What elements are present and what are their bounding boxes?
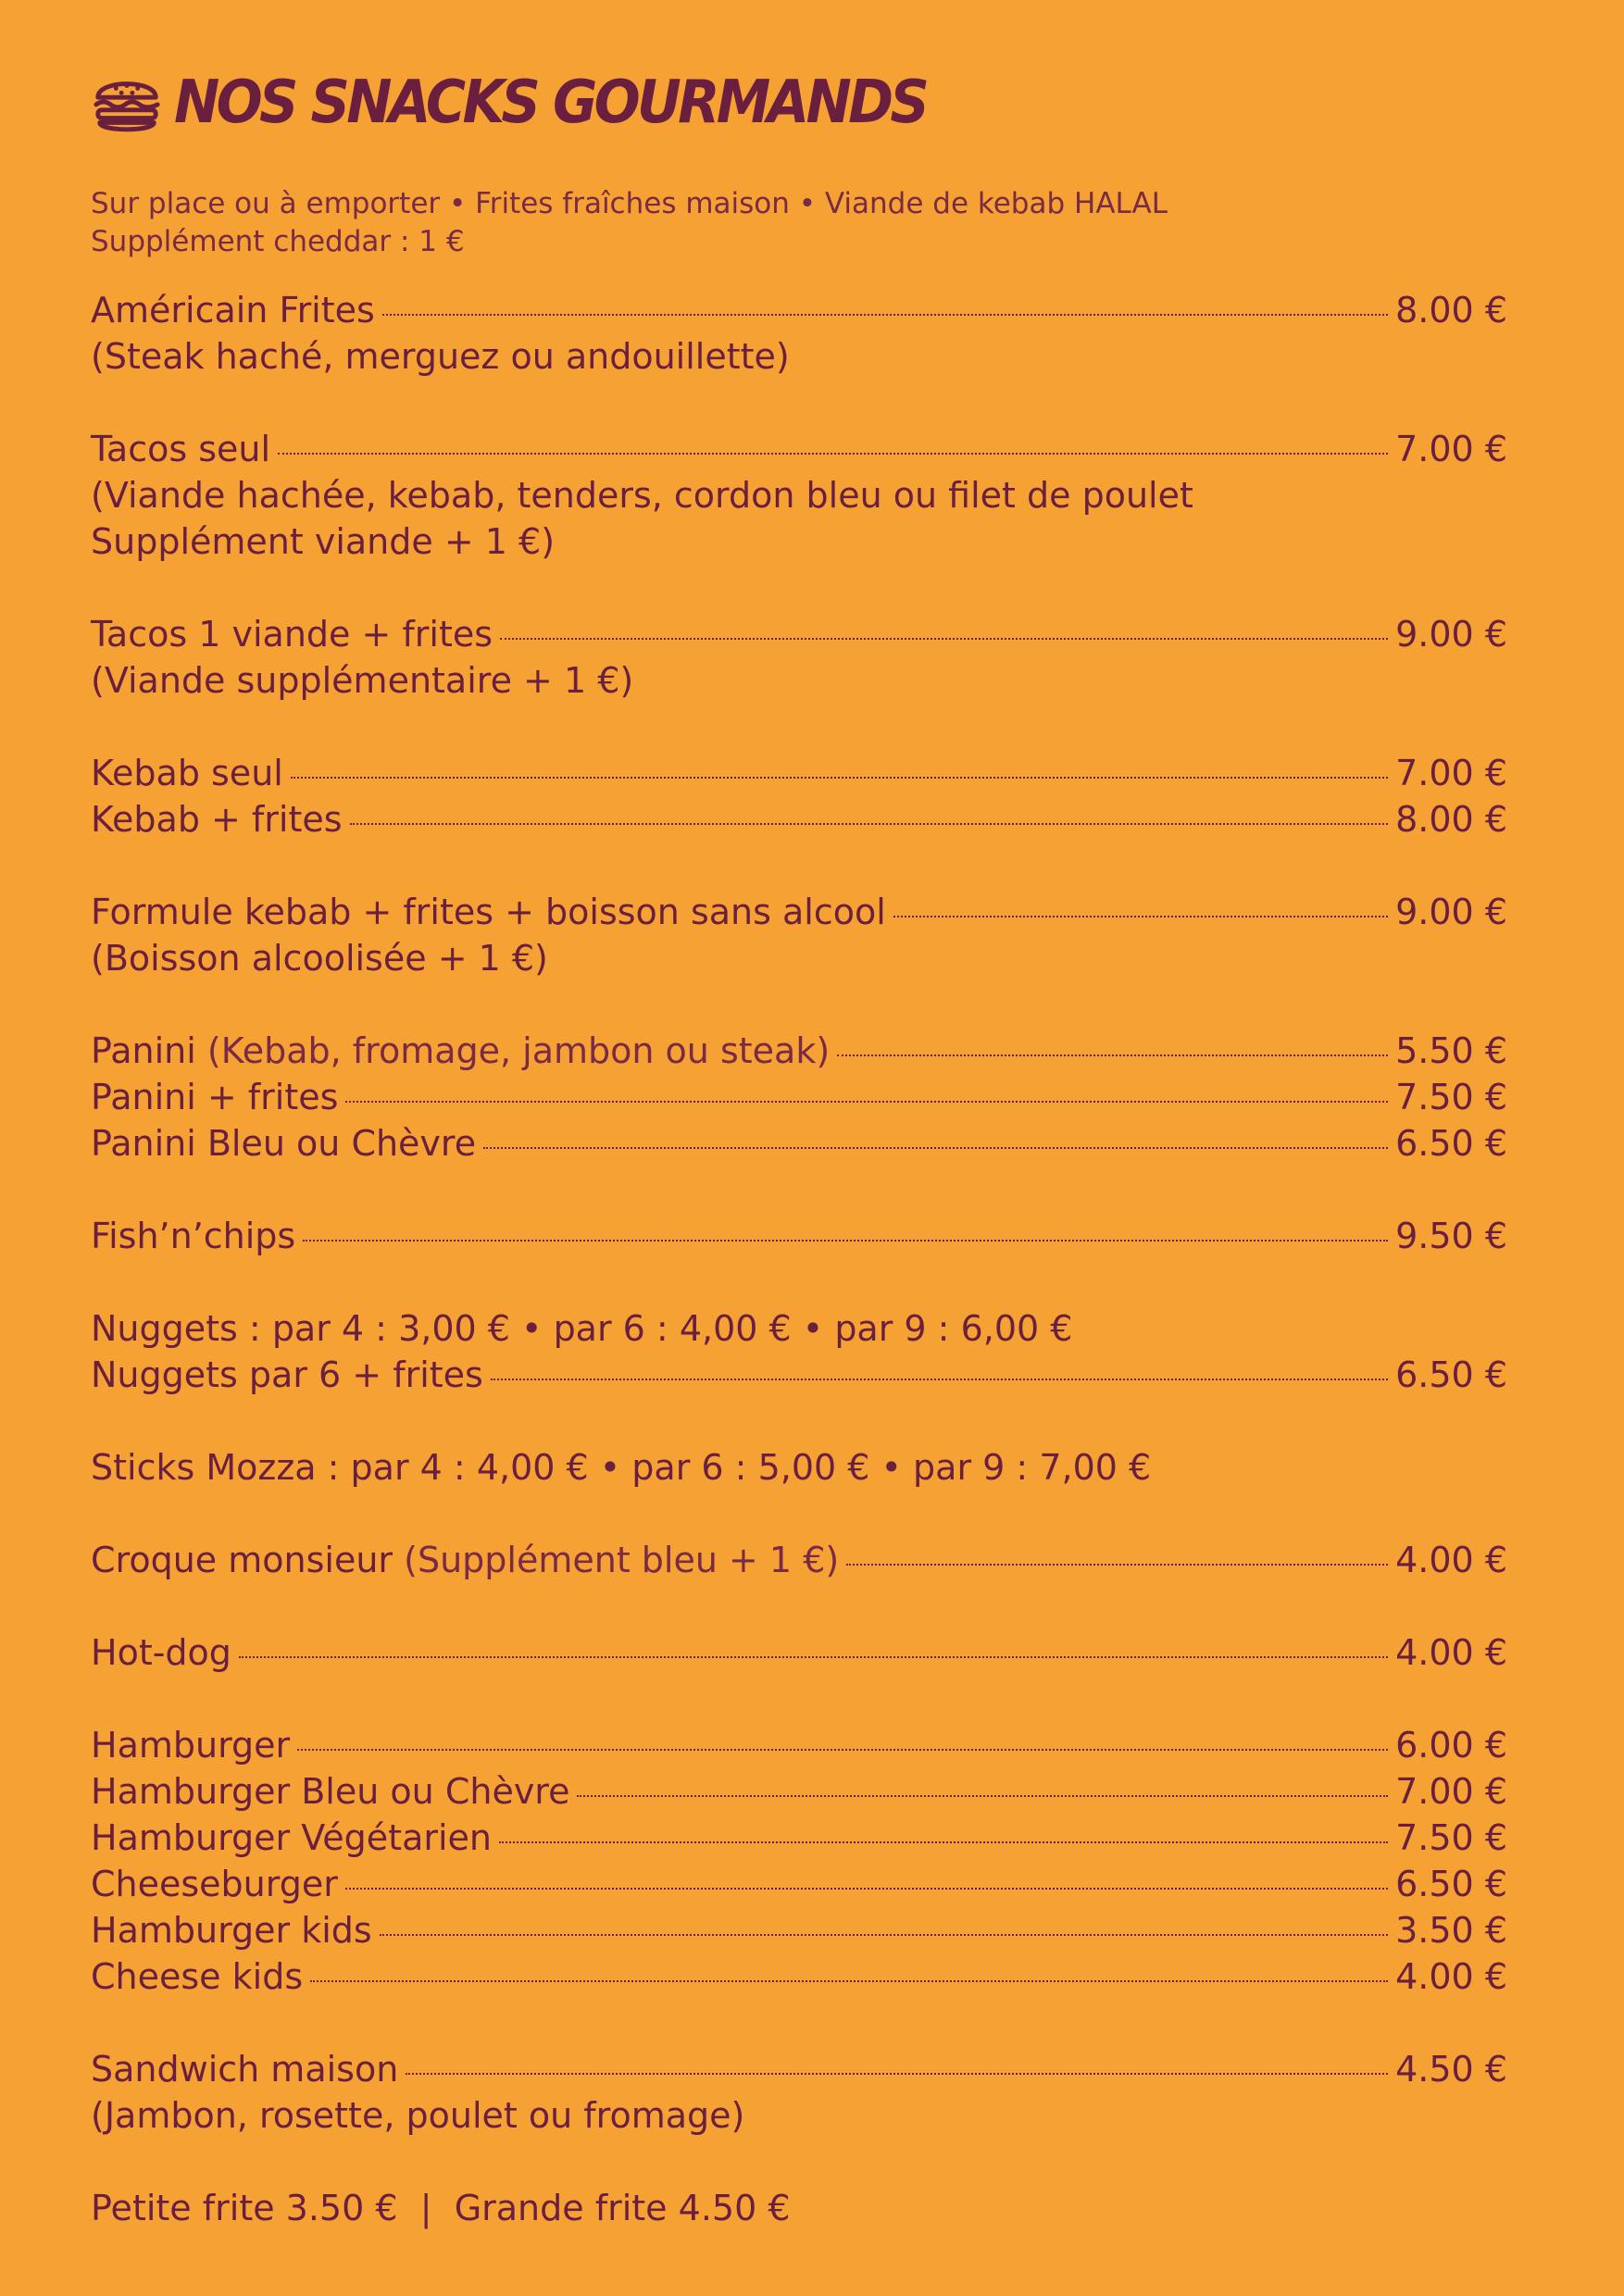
portion-label: par 6 : [553, 1308, 668, 1349]
item-price: 9.00 € [1395, 614, 1507, 655]
portion-price: 7,00 € [1039, 1447, 1152, 1488]
menu-item-tacos-frites [91, 611, 1507, 657]
dot-leader [837, 1054, 1388, 1056]
item-price: 8.00 € [1395, 799, 1507, 840]
menu-item-hamburger-kids [91, 1907, 1507, 1953]
dot-leader [239, 1656, 1388, 1658]
item-name: Sandwich maison [91, 2049, 399, 2090]
item-name: Tacos 1 viande + frites [91, 614, 493, 655]
dot-leader [345, 1101, 1388, 1103]
item-price: 6.50 € [1395, 1123, 1507, 1164]
item-price: 9.00 € [1395, 892, 1507, 932]
item-name: Sticks Mozza : [91, 1447, 340, 1488]
dot-leader [303, 1240, 1388, 1242]
dot-leader [846, 1564, 1388, 1566]
item-name: Panini Bleu ou Chèvre [91, 1123, 477, 1164]
dot-leader [297, 1749, 1388, 1751]
item-note: (Viande hachée, kebab, tenders, cordon bleu ou filet de poulet [91, 475, 1193, 516]
item-name: Formule kebab + frites + boisson sans alcool [91, 892, 886, 932]
petite-frite: Petite frite 3.50 € [91, 2188, 398, 2228]
menu-item-kebab-frites [91, 796, 1507, 842]
portion-label: par 9 : [834, 1308, 950, 1349]
item-name: Croque monsieur [91, 1540, 394, 1580]
item-price: 7.50 € [1395, 1077, 1507, 1117]
portion-price: 3,00 € [398, 1308, 510, 1349]
page-title: NOS SNACKS GOURMANDS [174, 69, 927, 137]
portion-price: 5,00 € [757, 1447, 870, 1488]
item-price: 5.50 € [1395, 1030, 1507, 1071]
item-price: 8.00 € [1395, 290, 1507, 331]
item-name: Panini [91, 1030, 196, 1071]
item-name: Cheeseburger [91, 1864, 338, 1904]
dot-leader [382, 314, 1388, 316]
separator: • [802, 1308, 824, 1349]
item-price: 4.00 € [1395, 1632, 1507, 1673]
portion-label: par 6 : [631, 1447, 747, 1488]
item-name: Hamburger Bleu ou Chèvre [91, 1771, 570, 1812]
item-name: Hamburger [91, 1725, 291, 1766]
menu-item-fish [91, 1213, 1507, 1259]
portion-price: 4,00 € [679, 1308, 792, 1349]
separator: | [419, 2188, 432, 2228]
item-detail: (Kebab, fromage, jambon ou steak) [206, 1030, 831, 1071]
menu-item-panini-frites [91, 1074, 1507, 1120]
item-name: Nuggets par 6 + frites [91, 1354, 483, 1395]
item-name: Kebab seul [91, 753, 283, 793]
menu-item-americain [91, 287, 1507, 333]
grande-frite: Grande frite 4.50 € [454, 2188, 791, 2228]
item-price: 6.50 € [1395, 1864, 1507, 1904]
dot-leader [491, 1379, 1388, 1380]
burger-icon [91, 67, 163, 139]
item-note: (Steak haché, merguez ou andouillette) [91, 336, 790, 377]
dot-leader [350, 823, 1389, 825]
menu-item-sticks [91, 1444, 1507, 1491]
menu-item-croque [91, 1537, 1507, 1583]
subtitle-line-2: Supplément cheddar : 1 € [91, 225, 465, 258]
item-note: Supplément viande + 1 €) [91, 521, 556, 562]
item-detail: (Supplément bleu + 1 €) [404, 1540, 840, 1580]
menu-item-sandwich [91, 2046, 1507, 2092]
item-price: 3.50 € [1395, 1910, 1507, 1951]
item-name: Tacos seul [91, 429, 271, 469]
separator: • [599, 1447, 621, 1488]
item-name: Américain Frites [91, 290, 375, 331]
dot-leader [345, 1888, 1388, 1890]
menu-list [91, 287, 1507, 2231]
portion-price: 4,00 € [476, 1447, 589, 1488]
menu-item-kebab-seul [91, 750, 1507, 796]
menu-item-frites [91, 2185, 1507, 2231]
item-name: Hamburger kids [91, 1910, 372, 1951]
dot-leader [291, 777, 1388, 779]
menu-item-hotdog [91, 1629, 1507, 1676]
menu-item-nuggets [91, 1305, 1507, 1352]
portion-label: par 4 : [271, 1308, 387, 1349]
dot-leader [278, 453, 1388, 455]
item-note: (Jambon, rosette, poulet ou fromage) [91, 2095, 745, 2136]
item-note: (Boisson alcoolisée + 1 €) [91, 938, 548, 979]
dot-leader [310, 1980, 1388, 1982]
menu-item-panini-bleu [91, 1120, 1507, 1167]
item-name: Fish’n’chips [91, 1216, 296, 1256]
dot-leader [893, 916, 1388, 917]
item-price: 4.00 € [1395, 1540, 1507, 1580]
subtitle-line-1: Sur place ou à emporter • Frites fraîches maison • Viande de kebab HALAL [91, 187, 1168, 220]
header [91, 67, 992, 139]
dot-leader [499, 1841, 1388, 1843]
item-name: Panini + frites [91, 1077, 339, 1117]
separator: • [881, 1447, 902, 1488]
item-name: Hamburger Végétarien [91, 1817, 492, 1858]
item-price: 7.00 € [1395, 429, 1507, 469]
menu-item-formule-kebab [91, 889, 1507, 935]
item-price: 7.00 € [1395, 753, 1507, 793]
dot-leader [500, 638, 1388, 640]
menu-item-hamburger-veg [91, 1815, 1507, 1861]
dot-leader [483, 1147, 1388, 1149]
portion-label: par 9 : [913, 1447, 1029, 1488]
item-name: Hot-dog [91, 1632, 231, 1673]
menu-item-cheeseburger [91, 1861, 1507, 1907]
dot-leader [380, 1934, 1388, 1936]
item-price: 4.50 € [1395, 2049, 1507, 2090]
item-name: Nuggets : [91, 1308, 261, 1349]
menu-item-tacos-seul [91, 426, 1507, 472]
subtitle [91, 185, 1168, 261]
menu-item-hamburger [91, 1722, 1507, 1768]
item-price: 7.50 € [1395, 1817, 1507, 1858]
dot-leader [406, 2073, 1388, 2075]
menu-item-panini [91, 1028, 1507, 1074]
portion-label: par 4 : [350, 1447, 466, 1488]
menu-item-cheese-kids [91, 1953, 1507, 2000]
item-price: 4.00 € [1395, 1956, 1507, 1997]
item-name: Kebab + frites [91, 799, 343, 840]
item-price: 9.50 € [1395, 1216, 1507, 1256]
item-price: 6.00 € [1395, 1725, 1507, 1766]
menu-item-hamburger-bleu [91, 1768, 1507, 1815]
menu-item-nuggets-frites [91, 1352, 1507, 1398]
portion-price: 6,00 € [960, 1308, 1073, 1349]
separator: • [521, 1308, 543, 1349]
item-price: 6.50 € [1395, 1354, 1507, 1395]
item-note: (Viande supplémentaire + 1 €) [91, 660, 634, 701]
item-name: Cheese kids [91, 1956, 304, 1997]
item-price: 7.00 € [1395, 1771, 1507, 1812]
dot-leader [577, 1795, 1388, 1797]
